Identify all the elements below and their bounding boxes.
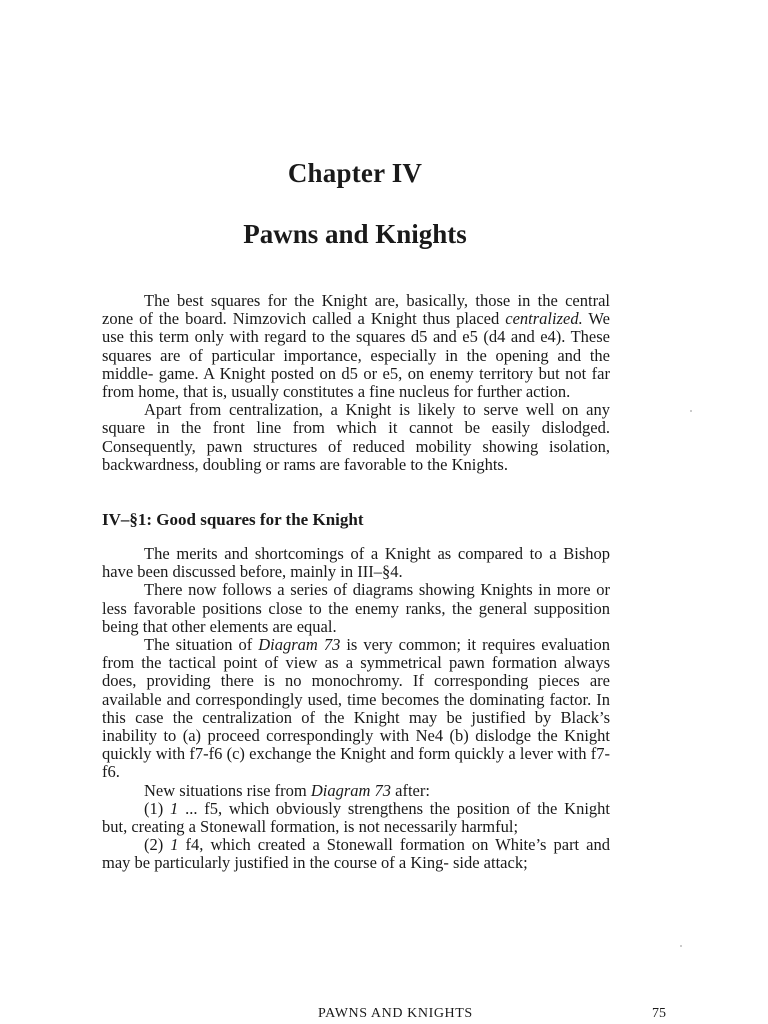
text-run: Apart from centralization, a Knight is likely to serve well on any square in the front line from which it cannot be easily dislodged. Consequently, pawn structures of reduced mobility showing isolation, backwardness, doubling or rams are favorable to the Knights.	[102, 400, 610, 474]
italic-text: centralized.	[505, 309, 583, 329]
scan-speck	[690, 410, 692, 412]
text-run: (1)	[144, 798, 171, 818]
paragraph	[102, 800, 610, 836]
text-run: The merits and shortcomings of a Knight as compared to a Bishop have been discussed before, mainly in III–§4.	[102, 544, 610, 582]
italic-text: 1	[170, 798, 179, 818]
text-run: f4, which created a Stonewall formation on White’s part and may be particularly justified in the course of a King- side attack;	[102, 835, 610, 873]
chapter-title: Pawns and Knights	[243, 219, 467, 249]
text-run: The situation of	[144, 635, 259, 655]
paragraph	[102, 782, 610, 800]
paragraph	[102, 401, 610, 474]
text-run: We use this term only with regard to the squares d5 and e5 (d4 and e4). These squares are of particular importance, especially in the opening and the middle- game. A Knight posted on d5 or e5, on enemy territory but not far from home, that is, usually constitutes a fine nucleus for further action.	[102, 309, 610, 402]
italic-text: 1	[170, 835, 179, 855]
section-text	[102, 545, 610, 873]
intro-text	[102, 292, 610, 474]
text-run: There now follows a series of diagrams showing Knights in more or less favorable positions close to the enemy ranks, the general supposition being that other elements are equal.	[102, 580, 610, 636]
text-run: ... f5, which obviously strengthens the position of the Knight but, creating a Stonewall formation, is not necessarily harmful;	[102, 798, 610, 837]
scan-speck	[680, 945, 682, 947]
paragraph	[102, 636, 610, 782]
text-run: (2)	[144, 835, 171, 855]
running-footer-title: PAWNS AND KNIGHTS	[318, 1006, 473, 1021]
page-number: 75	[652, 1006, 666, 1021]
text-run: The best squares for the Knight are, basically, those in the central zone of the board. Nimzovich called a Knight thus placed	[102, 291, 610, 329]
italic-text: Diagram 73	[310, 780, 392, 800]
chapter-number: Chapter IV	[287, 158, 423, 188]
paragraph	[102, 545, 610, 581]
text-run: New situations rise from	[144, 780, 311, 800]
text-run: is very common; it requires evaluation from the tactical point of view as a symmetrical pawn formation always does, providing there is no monochromy. If corresponding pieces are available and correspondingly used, time becomes the dominating factor. In this case the centralization of the Knight may be justified by Black’s inability to (a) proceed correspondingly with Ne4 (b) dislodge the Knight quickly with f7-f6 (c) exchange the Knight and form quickly a lever with f7-f6.	[102, 635, 611, 782]
text-run: after:	[391, 780, 430, 800]
paragraph	[102, 581, 610, 636]
section-heading: IV–§1: Good squares for the Knight	[102, 510, 364, 529]
paragraph	[102, 292, 610, 401]
paragraph	[102, 836, 610, 872]
italic-text: Diagram 73	[258, 635, 341, 655]
